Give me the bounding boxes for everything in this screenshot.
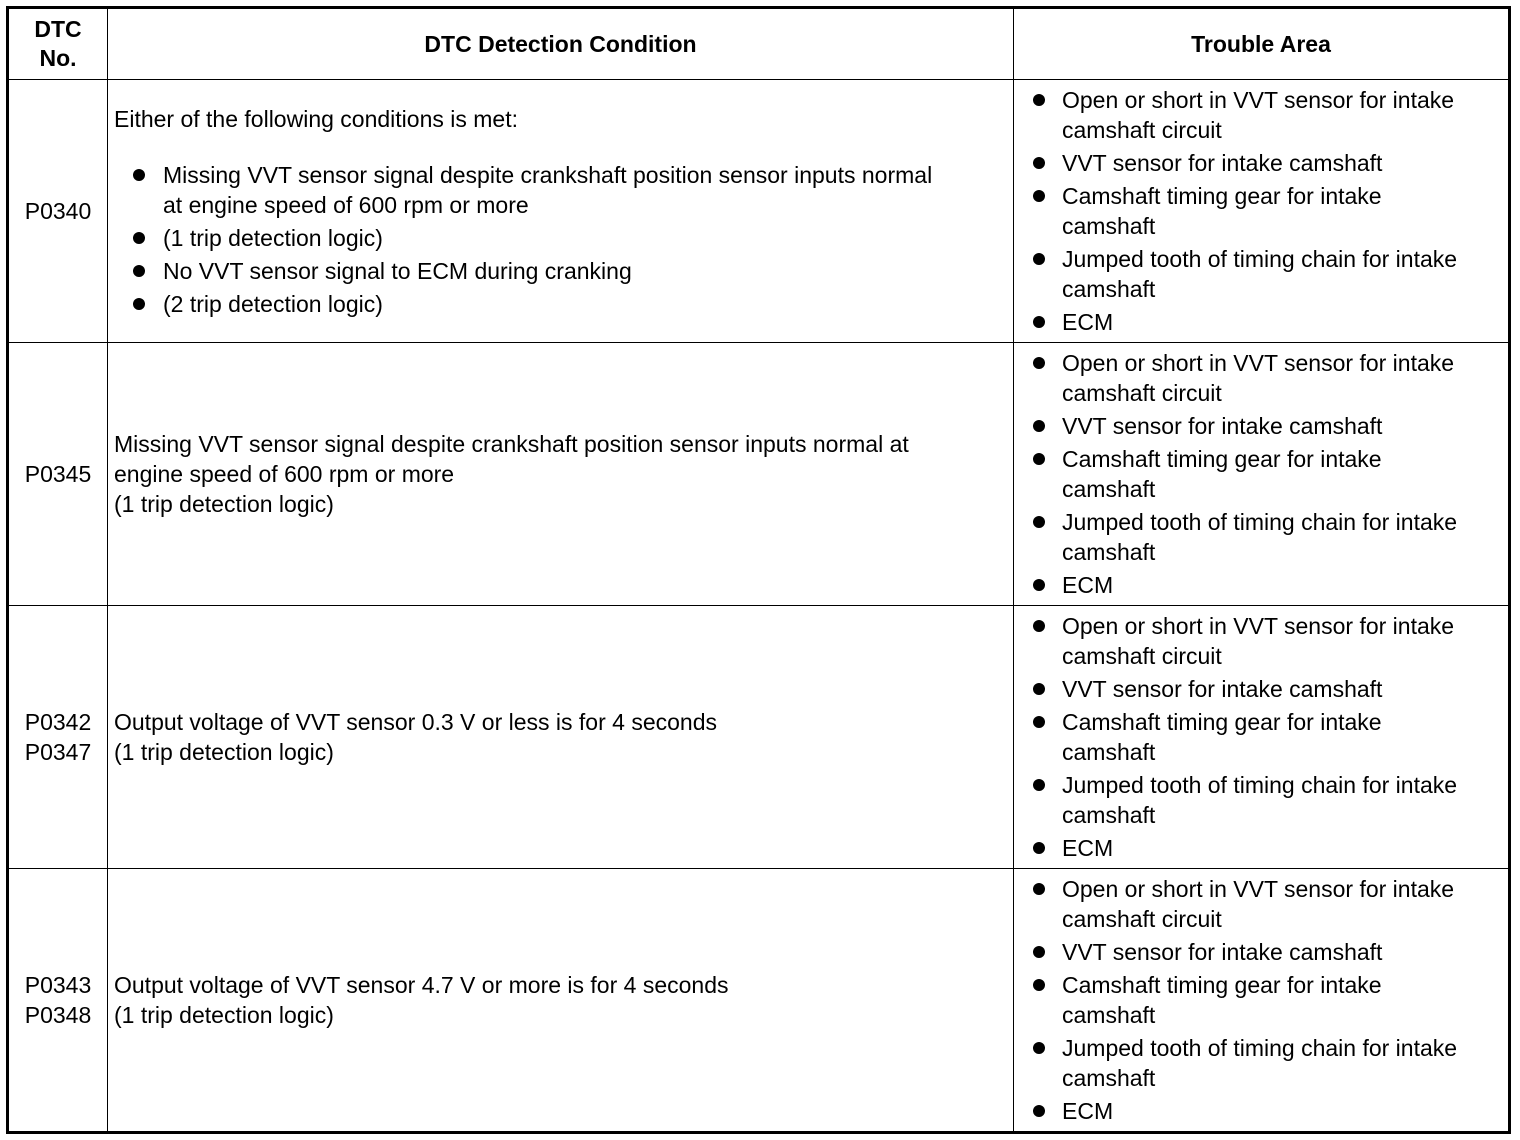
trouble-area-item	[1014, 148, 1508, 178]
bullet-icon	[133, 232, 145, 244]
bullet-icon	[133, 265, 145, 277]
trouble-area-cell	[1014, 80, 1510, 343]
trouble-area-cell	[1014, 869, 1510, 1133]
bullet-icon	[1033, 716, 1045, 728]
trouble-area-item	[1014, 181, 1508, 241]
trouble-area-text: ECM	[1062, 1098, 1114, 1124]
condition-list	[114, 160, 1005, 319]
trouble-area-item	[1014, 348, 1508, 408]
detection-condition-cell	[108, 606, 1014, 869]
trouble-area-list	[1014, 85, 1508, 337]
trouble-area-text: camshaft	[1062, 213, 1156, 239]
condition-list-item	[114, 256, 1005, 286]
trouble-area-text: ECM	[1062, 309, 1114, 335]
bullet-icon	[1033, 453, 1045, 465]
bullet-icon	[133, 298, 145, 310]
trouble-area-text: Open or short in VVT sensor for intake	[1062, 87, 1455, 113]
trouble-area-item	[1014, 411, 1508, 441]
bullet-icon	[1033, 842, 1045, 854]
trouble-area-item	[1014, 874, 1508, 934]
trouble-area-text: Jumped tooth of timing chain for intake	[1062, 509, 1458, 535]
dtc-code: P0348	[24, 1002, 92, 1028]
dtc-code: P0345	[24, 461, 92, 487]
bullet-icon	[1033, 1042, 1045, 1054]
condition-text: (1 trip detection logic)	[114, 491, 334, 517]
trouble-area-text: ECM	[1062, 572, 1114, 598]
trouble-area-text: camshaft	[1062, 1065, 1156, 1091]
detection-condition-cell	[108, 869, 1014, 1133]
trouble-area-item	[1014, 611, 1508, 671]
condition-text: Missing VVT sensor signal despite crankshaft position sensor inputs normal at	[114, 431, 909, 457]
trouble-area-item	[1014, 674, 1508, 704]
dtc-code: P0347	[24, 739, 92, 765]
trouble-area-item	[1014, 770, 1508, 830]
trouble-area-item	[1014, 833, 1508, 863]
trouble-area-text: camshaft circuit	[1062, 380, 1222, 406]
trouble-area-list	[1014, 348, 1508, 600]
trouble-area-text: Jumped tooth of timing chain for intake	[1062, 1035, 1458, 1061]
trouble-area-text: Camshaft timing gear for intake	[1062, 183, 1382, 209]
condition-text: at engine speed of 600 rpm or more	[163, 191, 529, 218]
bullet-icon	[1033, 357, 1045, 369]
dtc-code-cell	[8, 80, 108, 343]
condition-list-item	[114, 160, 1005, 220]
header-trouble-area: Trouble Area	[1014, 8, 1510, 80]
bullet-icon	[1033, 883, 1045, 895]
bullet-icon	[1033, 946, 1045, 958]
trouble-area-item	[1014, 1096, 1508, 1126]
condition-text: No VVT sensor signal to ECM during cranking	[163, 257, 632, 284]
trouble-area-text: camshaft circuit	[1062, 117, 1222, 143]
table-row	[8, 869, 1510, 1133]
trouble-area-text: Camshaft timing gear for intake	[1062, 709, 1382, 735]
dtc-code: P0342	[24, 709, 92, 735]
trouble-area-text: Camshaft timing gear for intake	[1062, 446, 1382, 472]
trouble-area-item	[1014, 1033, 1508, 1093]
header-dtc-no	[8, 8, 108, 80]
trouble-area-text: VVT sensor for intake camshaft	[1062, 676, 1383, 702]
condition-list-item	[114, 223, 1005, 253]
trouble-area-text: camshaft	[1062, 476, 1156, 502]
dtc-code-cell	[8, 343, 108, 606]
dtc-code: P0340	[24, 198, 92, 224]
dtc-code-cell	[8, 606, 108, 869]
condition-text: Missing VVT sensor signal despite crankshaft position sensor inputs normal	[163, 161, 933, 188]
condition-text: (2 trip detection logic)	[163, 290, 383, 317]
bullet-icon	[1033, 1105, 1045, 1117]
trouble-area-item	[1014, 970, 1508, 1030]
table-row	[8, 80, 1510, 343]
bullet-icon	[1033, 516, 1045, 528]
condition-text: Output voltage of VVT sensor 0.3 V or less is for 4 seconds	[114, 709, 717, 735]
trouble-area-item	[1014, 937, 1508, 967]
condition-text: (1 trip detection logic)	[114, 739, 334, 765]
trouble-area-text: VVT sensor for intake camshaft	[1062, 939, 1383, 965]
trouble-area-text: VVT sensor for intake camshaft	[1062, 413, 1383, 439]
bullet-icon	[1033, 579, 1045, 591]
trouble-area-item	[1014, 444, 1508, 504]
trouble-area-item	[1014, 507, 1508, 567]
bullet-icon	[1033, 979, 1045, 991]
trouble-area-text: Camshaft timing gear for intake	[1062, 972, 1382, 998]
dtc-table	[6, 6, 1511, 1134]
condition-text: (1 trip detection logic)	[163, 224, 383, 251]
bullet-icon	[1033, 620, 1045, 632]
trouble-area-list	[1014, 611, 1508, 863]
bullet-icon	[1033, 253, 1045, 265]
trouble-area-text: Jumped tooth of timing chain for intake	[1062, 772, 1458, 798]
bullet-icon	[1033, 683, 1045, 695]
trouble-area-text: camshaft circuit	[1062, 906, 1222, 932]
trouble-area-text: camshaft	[1062, 1002, 1156, 1028]
detection-condition-cell	[108, 80, 1014, 343]
bullet-icon	[1033, 420, 1045, 432]
condition-text: engine speed of 600 rpm or more	[114, 461, 455, 487]
trouble-area-item	[1014, 85, 1508, 145]
trouble-area-text: Open or short in VVT sensor for intake	[1062, 876, 1455, 902]
dtc-code: P0343	[24, 972, 92, 998]
header-dtc-no-line1: DTC	[34, 16, 82, 42]
bullet-icon	[1033, 316, 1045, 328]
bullet-icon	[1033, 157, 1045, 169]
trouble-area-text: VVT sensor for intake camshaft	[1062, 150, 1383, 176]
bullet-icon	[1033, 94, 1045, 106]
bullet-icon	[133, 169, 145, 181]
trouble-area-cell	[1014, 343, 1510, 606]
condition-text: Output voltage of VVT sensor 4.7 V or more is for 4 seconds	[114, 972, 729, 998]
dtc-code-cell	[8, 869, 108, 1133]
trouble-area-item	[1014, 707, 1508, 767]
bullet-icon	[1033, 779, 1045, 791]
condition-text: (1 trip detection logic)	[114, 1002, 334, 1028]
trouble-area-list	[1014, 874, 1508, 1126]
table-row	[8, 606, 1510, 869]
trouble-area-item	[1014, 570, 1508, 600]
condition-intro: Either of the following conditions is met:	[114, 105, 518, 132]
trouble-area-cell	[1014, 606, 1510, 869]
trouble-area-text: camshaft	[1062, 739, 1156, 765]
trouble-area-text: camshaft circuit	[1062, 643, 1222, 669]
header-row	[8, 8, 1510, 80]
bullet-icon	[1033, 190, 1045, 202]
table-row	[8, 343, 1510, 606]
condition-list-item	[114, 289, 1005, 319]
header-condition: DTC Detection Condition	[108, 8, 1014, 80]
trouble-area-text: Open or short in VVT sensor for intake	[1062, 350, 1455, 376]
trouble-area-item	[1014, 244, 1508, 304]
trouble-area-text: Open or short in VVT sensor for intake	[1062, 613, 1455, 639]
trouble-area-text: camshaft	[1062, 276, 1156, 302]
detection-condition-cell	[108, 343, 1014, 606]
trouble-area-text: camshaft	[1062, 539, 1156, 565]
trouble-area-text: camshaft	[1062, 802, 1156, 828]
header-dtc-no-line2: No.	[39, 45, 77, 71]
trouble-area-item	[1014, 307, 1508, 337]
trouble-area-text: Jumped tooth of timing chain for intake	[1062, 246, 1458, 272]
trouble-area-text: ECM	[1062, 835, 1114, 861]
